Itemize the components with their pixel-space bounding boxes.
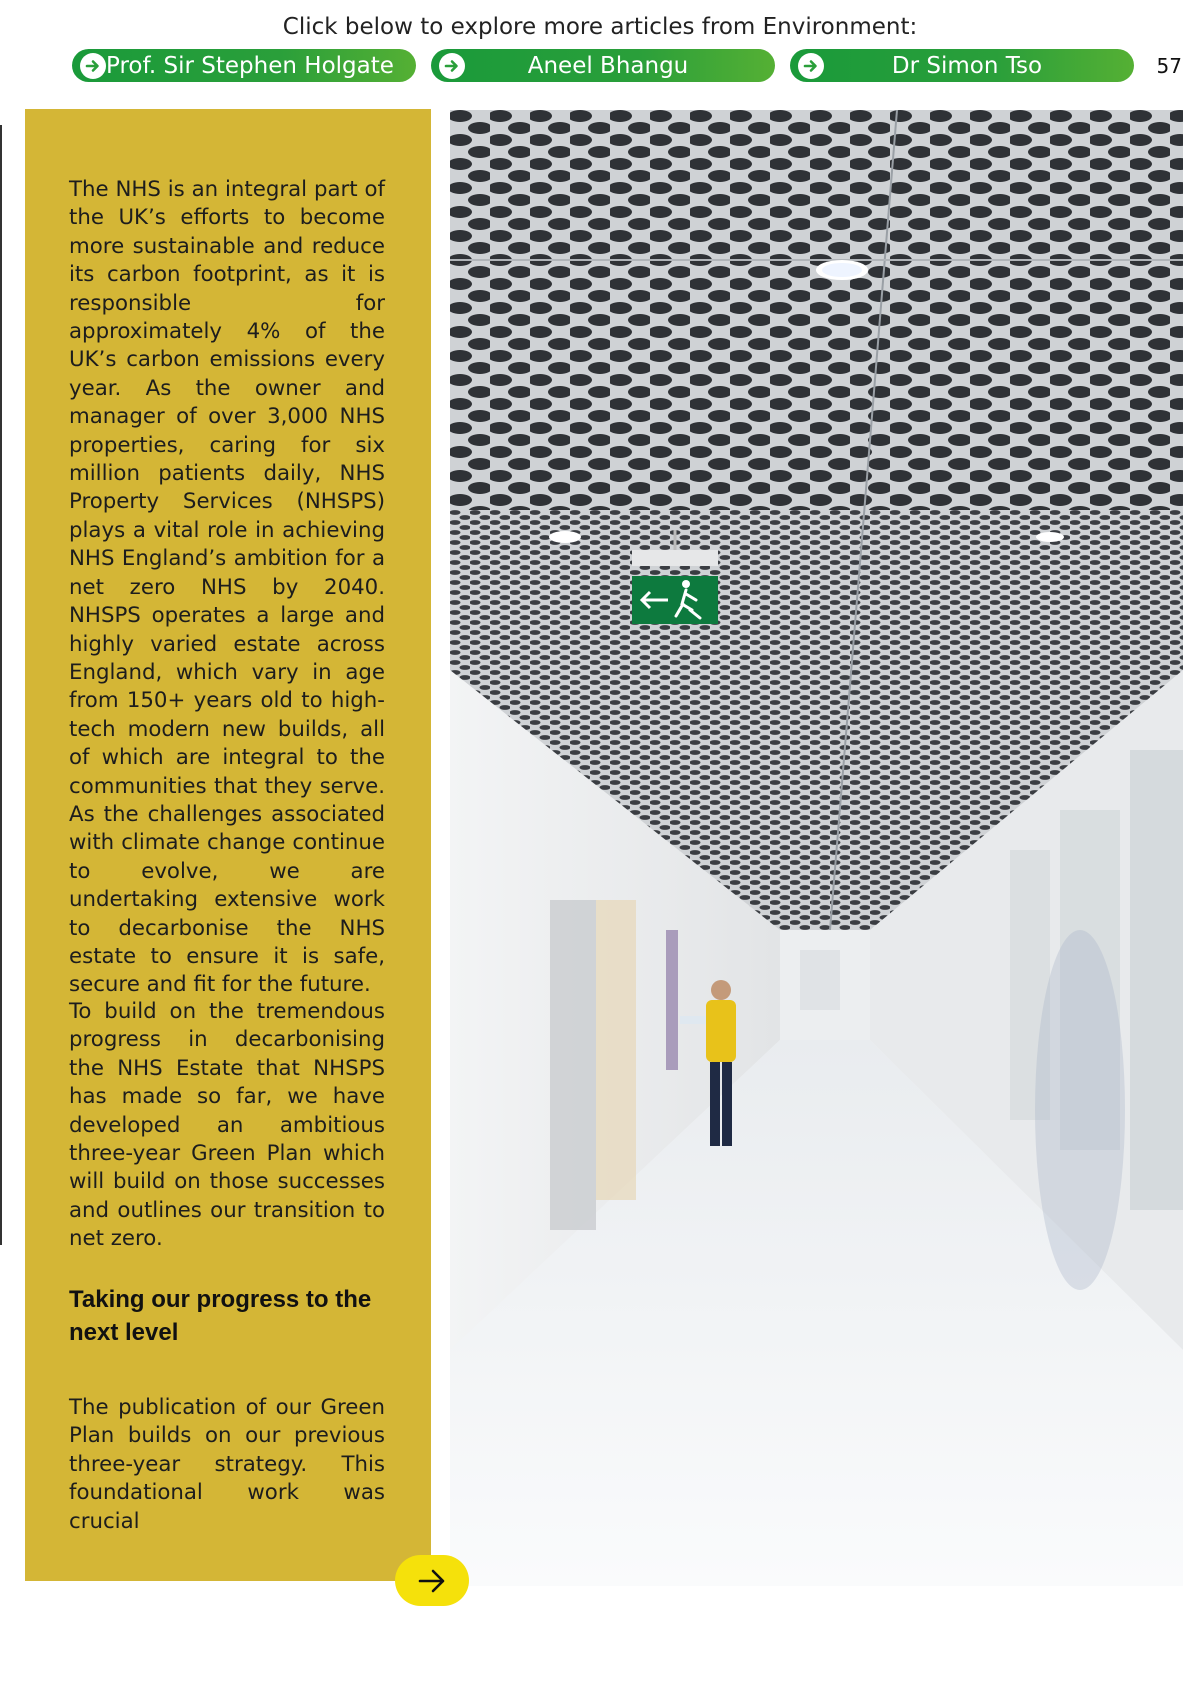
article-link-label: Aneel Bhangu xyxy=(527,52,689,79)
hospital-corridor-photo xyxy=(450,110,1183,1586)
arrow-circle-right-icon xyxy=(80,53,106,79)
arrow-circle-right-icon xyxy=(439,53,465,79)
arrow-right-icon xyxy=(417,1568,447,1594)
page-number: 57 xyxy=(1156,54,1182,78)
article-link-tso[interactable] xyxy=(790,49,1134,82)
article-link-label: Dr Simon Tso xyxy=(891,52,1043,79)
article-paragraph-3: The publication of our Green Plan builds on our previous three-year strategy. This foundational work was crucial xyxy=(69,1395,385,1534)
article-paragraph-2: To build on the tremendous progress in decarbonising the NHS Estate that NHSPS has made so far, we have developed an ambitious three-year Green Plan which will build on those successes and outlines our transition to net zero. xyxy=(69,999,385,1252)
left-edge-rule xyxy=(0,125,2,1245)
arrow-circle-right-icon xyxy=(798,53,824,79)
article-paragraph-1: The NHS is an integral part of the UK’s efforts to become more sustainable and reduce its carbon footprint, as it is responsible for approximately 4% of the UK’s carbon emissions every year. As the owner and manager of over 3,000 NHS properties, caring for six million patients daily, NHS Property Services (NHSPS) plays a vital role in achieving NHS England’s ambition for a net zero NHS by 2040. NHSPS operates a large and highly varied estate across England, which vary in age from 150+ years old to high-tech modern new builds, all of which are integral to the communities that they serve. As the challenges associated with climate change continue to evolve, we are undertaking extensive work to decarbonise the NHS estate to ensure it is safe, secure and fit for the future. xyxy=(69,177,385,998)
next-page-button[interactable] xyxy=(395,1555,469,1606)
article-link-bhangu[interactable] xyxy=(431,49,775,82)
article-link-holgate[interactable] xyxy=(72,49,416,82)
article-link-label: Prof. Sir Stephen Holgate xyxy=(106,52,394,79)
explore-heading: Click below to explore more articles from Environment: xyxy=(282,14,918,40)
article-subheading: Taking our progress to the next level xyxy=(69,1286,372,1346)
